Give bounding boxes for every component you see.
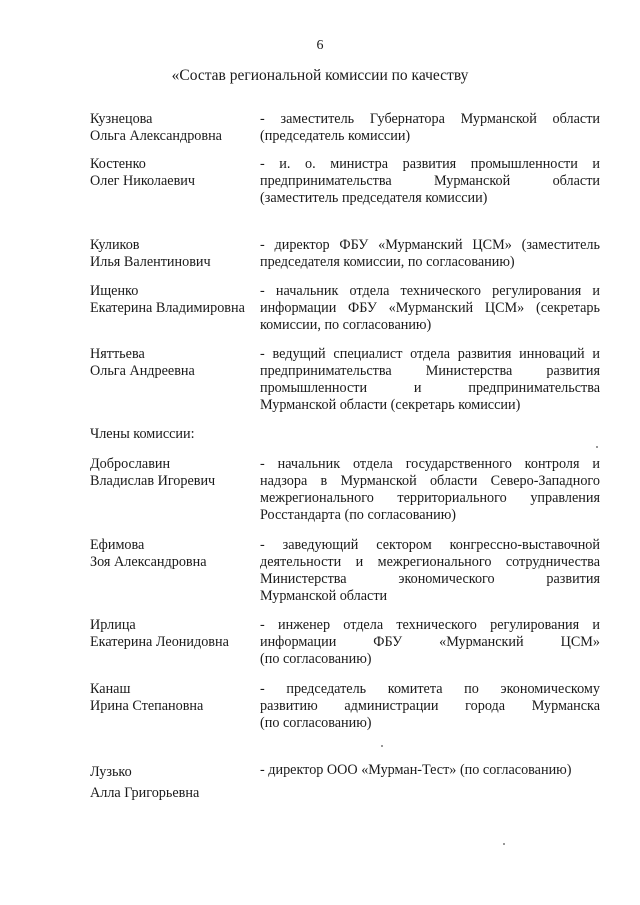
- member-given-names: Ирина Степановна: [90, 698, 204, 714]
- role-line: промышленности и предпринимательства: [260, 380, 600, 396]
- member-role: [260, 617, 600, 668]
- role-line: Министерства экономического развития: [260, 571, 600, 587]
- member-given-names: Екатерина Владимировна: [90, 300, 245, 316]
- role-line: надзора в Мурманской области Северо-Западного: [260, 473, 600, 489]
- member-role: [260, 537, 600, 605]
- member-surname: Няттьева: [90, 346, 145, 362]
- member-name: [90, 283, 260, 317]
- member-surname: Канаш: [90, 681, 131, 697]
- member-role: [260, 762, 600, 779]
- role-line: Мурманской области (секретарь комиссии): [260, 397, 521, 413]
- role-line: - председатель комитета по экономическому: [260, 681, 600, 697]
- member-given-names: Ольга Андреевна: [90, 363, 195, 379]
- member-name: [90, 346, 260, 380]
- member-surname: Ирлица: [90, 617, 136, 633]
- member-name: [90, 764, 260, 802]
- scan-speck: [381, 745, 383, 747]
- role-line: - начальник отдела государственного контроля и: [260, 456, 600, 472]
- member-role: [260, 346, 600, 414]
- scan-speck: [596, 446, 598, 448]
- member-surname: Доброславин: [90, 456, 171, 472]
- scan-speck: [503, 843, 505, 845]
- role-line: Росстандарта (по согласованию): [260, 507, 457, 523]
- document-title: «Состав региональной комиссии по качеству: [171, 67, 469, 84]
- member-role: [260, 111, 600, 145]
- member-given-names: Алла Григорьевна: [90, 785, 200, 801]
- member-name: [90, 537, 260, 571]
- member-surname: Ефимова: [90, 537, 145, 553]
- role-line: межрегионального территориального управления: [260, 490, 600, 506]
- role-line: - инженер отдела технического регулирования и: [260, 617, 600, 633]
- member-given-names: Екатерина Леонидовна: [90, 634, 229, 650]
- role-line: председателя комиссии, по согласованию): [260, 254, 515, 270]
- member-given-names: Владислав Игоревич: [90, 473, 216, 489]
- member-name: [90, 237, 260, 271]
- role-line: - и. о. министра развития промышленности и: [260, 156, 600, 172]
- role-line: - директор ФБУ «Мурманский ЦСМ» (заместитель: [260, 237, 600, 253]
- member-given-names: Олег Николаевич: [90, 173, 196, 189]
- member-given-names: Зоя Александровна: [90, 554, 207, 570]
- member-name: [90, 111, 260, 145]
- member-given-names: Илья Валентинович: [90, 254, 211, 270]
- member-role: [260, 681, 600, 732]
- role-line: предпринимательства Мурманской области: [260, 173, 600, 189]
- member-role: [260, 237, 600, 271]
- member-role: [260, 456, 600, 524]
- role-line: деятельности и межрегионального сотрудничества: [260, 554, 600, 570]
- member-surname: Кузнецова: [90, 111, 153, 127]
- member-role: [260, 283, 600, 334]
- page-number: 6: [316, 38, 324, 53]
- member-name: [90, 156, 260, 190]
- role-line: Мурманской области: [260, 588, 388, 604]
- member-given-names: Ольга Александровна: [90, 128, 222, 144]
- role-line: развитию администрации города Мурманска: [260, 698, 600, 714]
- role-line: - заместитель Губернатора Мурманской области: [260, 111, 600, 127]
- role-line: (заместитель председателя комиссии): [260, 190, 488, 206]
- role-line: информации ФБУ «Мурманский ЦСМ» (секретарь: [260, 300, 600, 316]
- member-name: [90, 617, 260, 651]
- role-line: - ведущий специалист отдела развития инноваций и: [260, 346, 600, 362]
- member-surname: Куликов: [90, 237, 140, 253]
- role-line: - начальник отдела технического регулирования и: [260, 283, 600, 299]
- member-surname: Ищенко: [90, 283, 139, 299]
- member-surname: Костенко: [90, 156, 146, 172]
- member-name: [90, 456, 260, 490]
- role-line: информации ФБУ «Мурманский ЦСМ»: [260, 634, 600, 650]
- member-role: [260, 156, 600, 207]
- role-line: предпринимательства Министерства развития: [260, 363, 600, 379]
- role-line: - директор ООО «Мурман-Тест» (по согласованию): [260, 762, 572, 778]
- members-heading: Члены комиссии:: [90, 426, 195, 442]
- role-line: (по согласованию): [260, 715, 372, 731]
- member-name: [90, 681, 260, 715]
- role-line: (по согласованию): [260, 651, 372, 667]
- role-line: (председатель комиссии): [260, 128, 411, 144]
- role-line: - заведующий сектором конгрессно-выставочной: [260, 537, 600, 553]
- role-line: комиссии, по согласованию): [260, 317, 432, 333]
- member-surname: Лузько: [90, 764, 132, 780]
